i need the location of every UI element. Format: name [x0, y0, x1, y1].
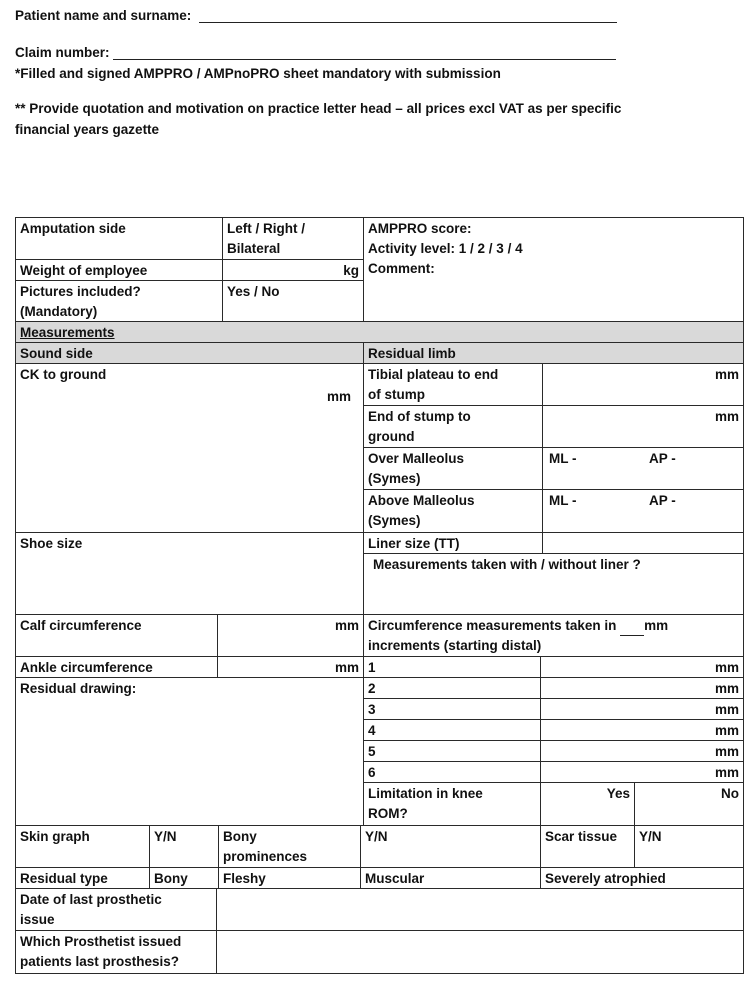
pictures-label: Pictures included? (Mandatory): [15, 280, 223, 322]
increment-field[interactable]: mm: [540, 761, 744, 783]
increment-field[interactable]: mm: [540, 698, 744, 720]
liner-size-field[interactable]: [542, 532, 744, 554]
residual-type-fleshy[interactable]: Fleshy: [218, 867, 361, 889]
amputation-side-options[interactable]: Left / Right / Bilateral: [222, 217, 364, 260]
ankle-label: Ankle circumference: [15, 656, 218, 678]
residual-type-muscular[interactable]: Muscular: [360, 867, 541, 889]
date-last-prosthetic-label: Date of last prosthetic issue: [15, 888, 217, 931]
skin-graph-field[interactable]: Y/N: [149, 825, 219, 868]
increment-label: 4: [363, 719, 541, 741]
residual-limb-header: Residual limb: [363, 342, 744, 364]
residual-type-severely-atrophied[interactable]: Severely atrophied: [540, 867, 744, 889]
amppro-comment-box[interactable]: [363, 217, 744, 322]
increment-field[interactable]: mm: [540, 677, 744, 699]
activity-level-label: Activity level: 1 / 2 / 3 / 4: [368, 241, 523, 256]
knee-limitation-yes[interactable]: Yes: [540, 782, 635, 826]
scar-tissue-field[interactable]: Y/N: [634, 825, 744, 868]
tibial-plateau-field[interactable]: mm: [542, 363, 744, 406]
shoe-size-cell[interactable]: Shoe size: [15, 532, 364, 615]
over-malleolus-field[interactable]: [542, 447, 744, 490]
date-last-prosthetic-field[interactable]: [216, 888, 744, 931]
skin-graph-label: Skin graph: [15, 825, 150, 868]
which-prosthetist-label: Which Prosthetist issued patients last prosthesis?: [15, 930, 217, 974]
quotation-note-line1: ** Provide quotation and motivation on practice letter head – all prices excl VAT as per specific: [15, 101, 622, 116]
ck-to-ground-cell[interactable]: CK to ground: [15, 363, 364, 533]
increment-label: 5: [363, 740, 541, 762]
bony-prominences-field[interactable]: Y/N: [360, 825, 541, 868]
residual-type-label: Residual type: [15, 867, 150, 889]
ml-label: ML -: [549, 493, 577, 508]
patient-name-field[interactable]: [199, 22, 617, 23]
patient-name-label: Patient name and surname:: [15, 8, 192, 23]
over-malleolus-label: Over Malleolus (Symes): [363, 447, 543, 490]
claim-number-field[interactable]: [113, 59, 616, 60]
claim-number-label: Claim number:: [15, 45, 110, 60]
end-of-stump-label: End of stump to ground: [363, 405, 543, 448]
scar-tissue-label: Scar tissue: [540, 825, 635, 868]
ml-label: ML -: [549, 451, 577, 466]
pictures-field[interactable]: Yes / No: [222, 280, 364, 322]
calf-field[interactable]: mm: [217, 614, 364, 657]
liner-question-cell[interactable]: Measurements taken with / without liner ?: [363, 553, 744, 615]
measurements-header: Measurements: [15, 321, 744, 343]
which-prosthetist-field[interactable]: [216, 930, 744, 974]
increment-field[interactable]: mm: [540, 656, 744, 678]
comment-label: Comment:: [368, 261, 435, 276]
end-of-stump-field[interactable]: mm: [542, 405, 744, 448]
sound-side-header: Sound side: [15, 342, 364, 364]
circumference-increments-cell[interactable]: Circumference measurements taken in mm increments (starting distal): [363, 614, 744, 657]
knee-limitation-no[interactable]: No: [634, 782, 744, 826]
amppro-note: *Filled and signed AMPPRO / AMPnoPRO sheet mandatory with submission: [15, 66, 501, 81]
ankle-field[interactable]: mm: [217, 656, 364, 678]
tibial-plateau-label: Tibial plateau to end of stump: [363, 363, 543, 406]
increment-blank[interactable]: [620, 621, 644, 636]
calf-label: Calf circumference: [15, 614, 218, 657]
weight-field[interactable]: kg: [222, 259, 364, 281]
amputation-side-label: Amputation side: [15, 217, 223, 260]
bony-prominences-label: Bony prominences: [218, 825, 361, 868]
liner-size-label: Liner size (TT): [363, 532, 543, 554]
increment-field[interactable]: mm: [540, 719, 744, 741]
ap-label: AP -: [649, 493, 676, 508]
knee-limitation-label: Limitation in knee ROM?: [363, 782, 541, 826]
increment-label: 3: [363, 698, 541, 720]
increment-label: 6: [363, 761, 541, 783]
residual-drawing-cell[interactable]: Residual drawing:: [15, 677, 364, 826]
above-malleolus-field[interactable]: [542, 489, 744, 533]
residual-type-bony[interactable]: Bony: [149, 867, 219, 889]
increment-label: 2: [363, 677, 541, 699]
quotation-note-line2: financial years gazette: [15, 122, 160, 137]
above-malleolus-label: Above Malleolus (Symes): [363, 489, 543, 533]
weight-label: Weight of employee: [15, 259, 223, 281]
increment-field[interactable]: mm: [540, 740, 744, 762]
increment-label: 1: [363, 656, 541, 678]
ap-label: AP -: [649, 451, 676, 466]
ck-mm-unit: mm: [327, 389, 352, 404]
amppro-score-label: AMPPRO score:: [368, 221, 472, 236]
